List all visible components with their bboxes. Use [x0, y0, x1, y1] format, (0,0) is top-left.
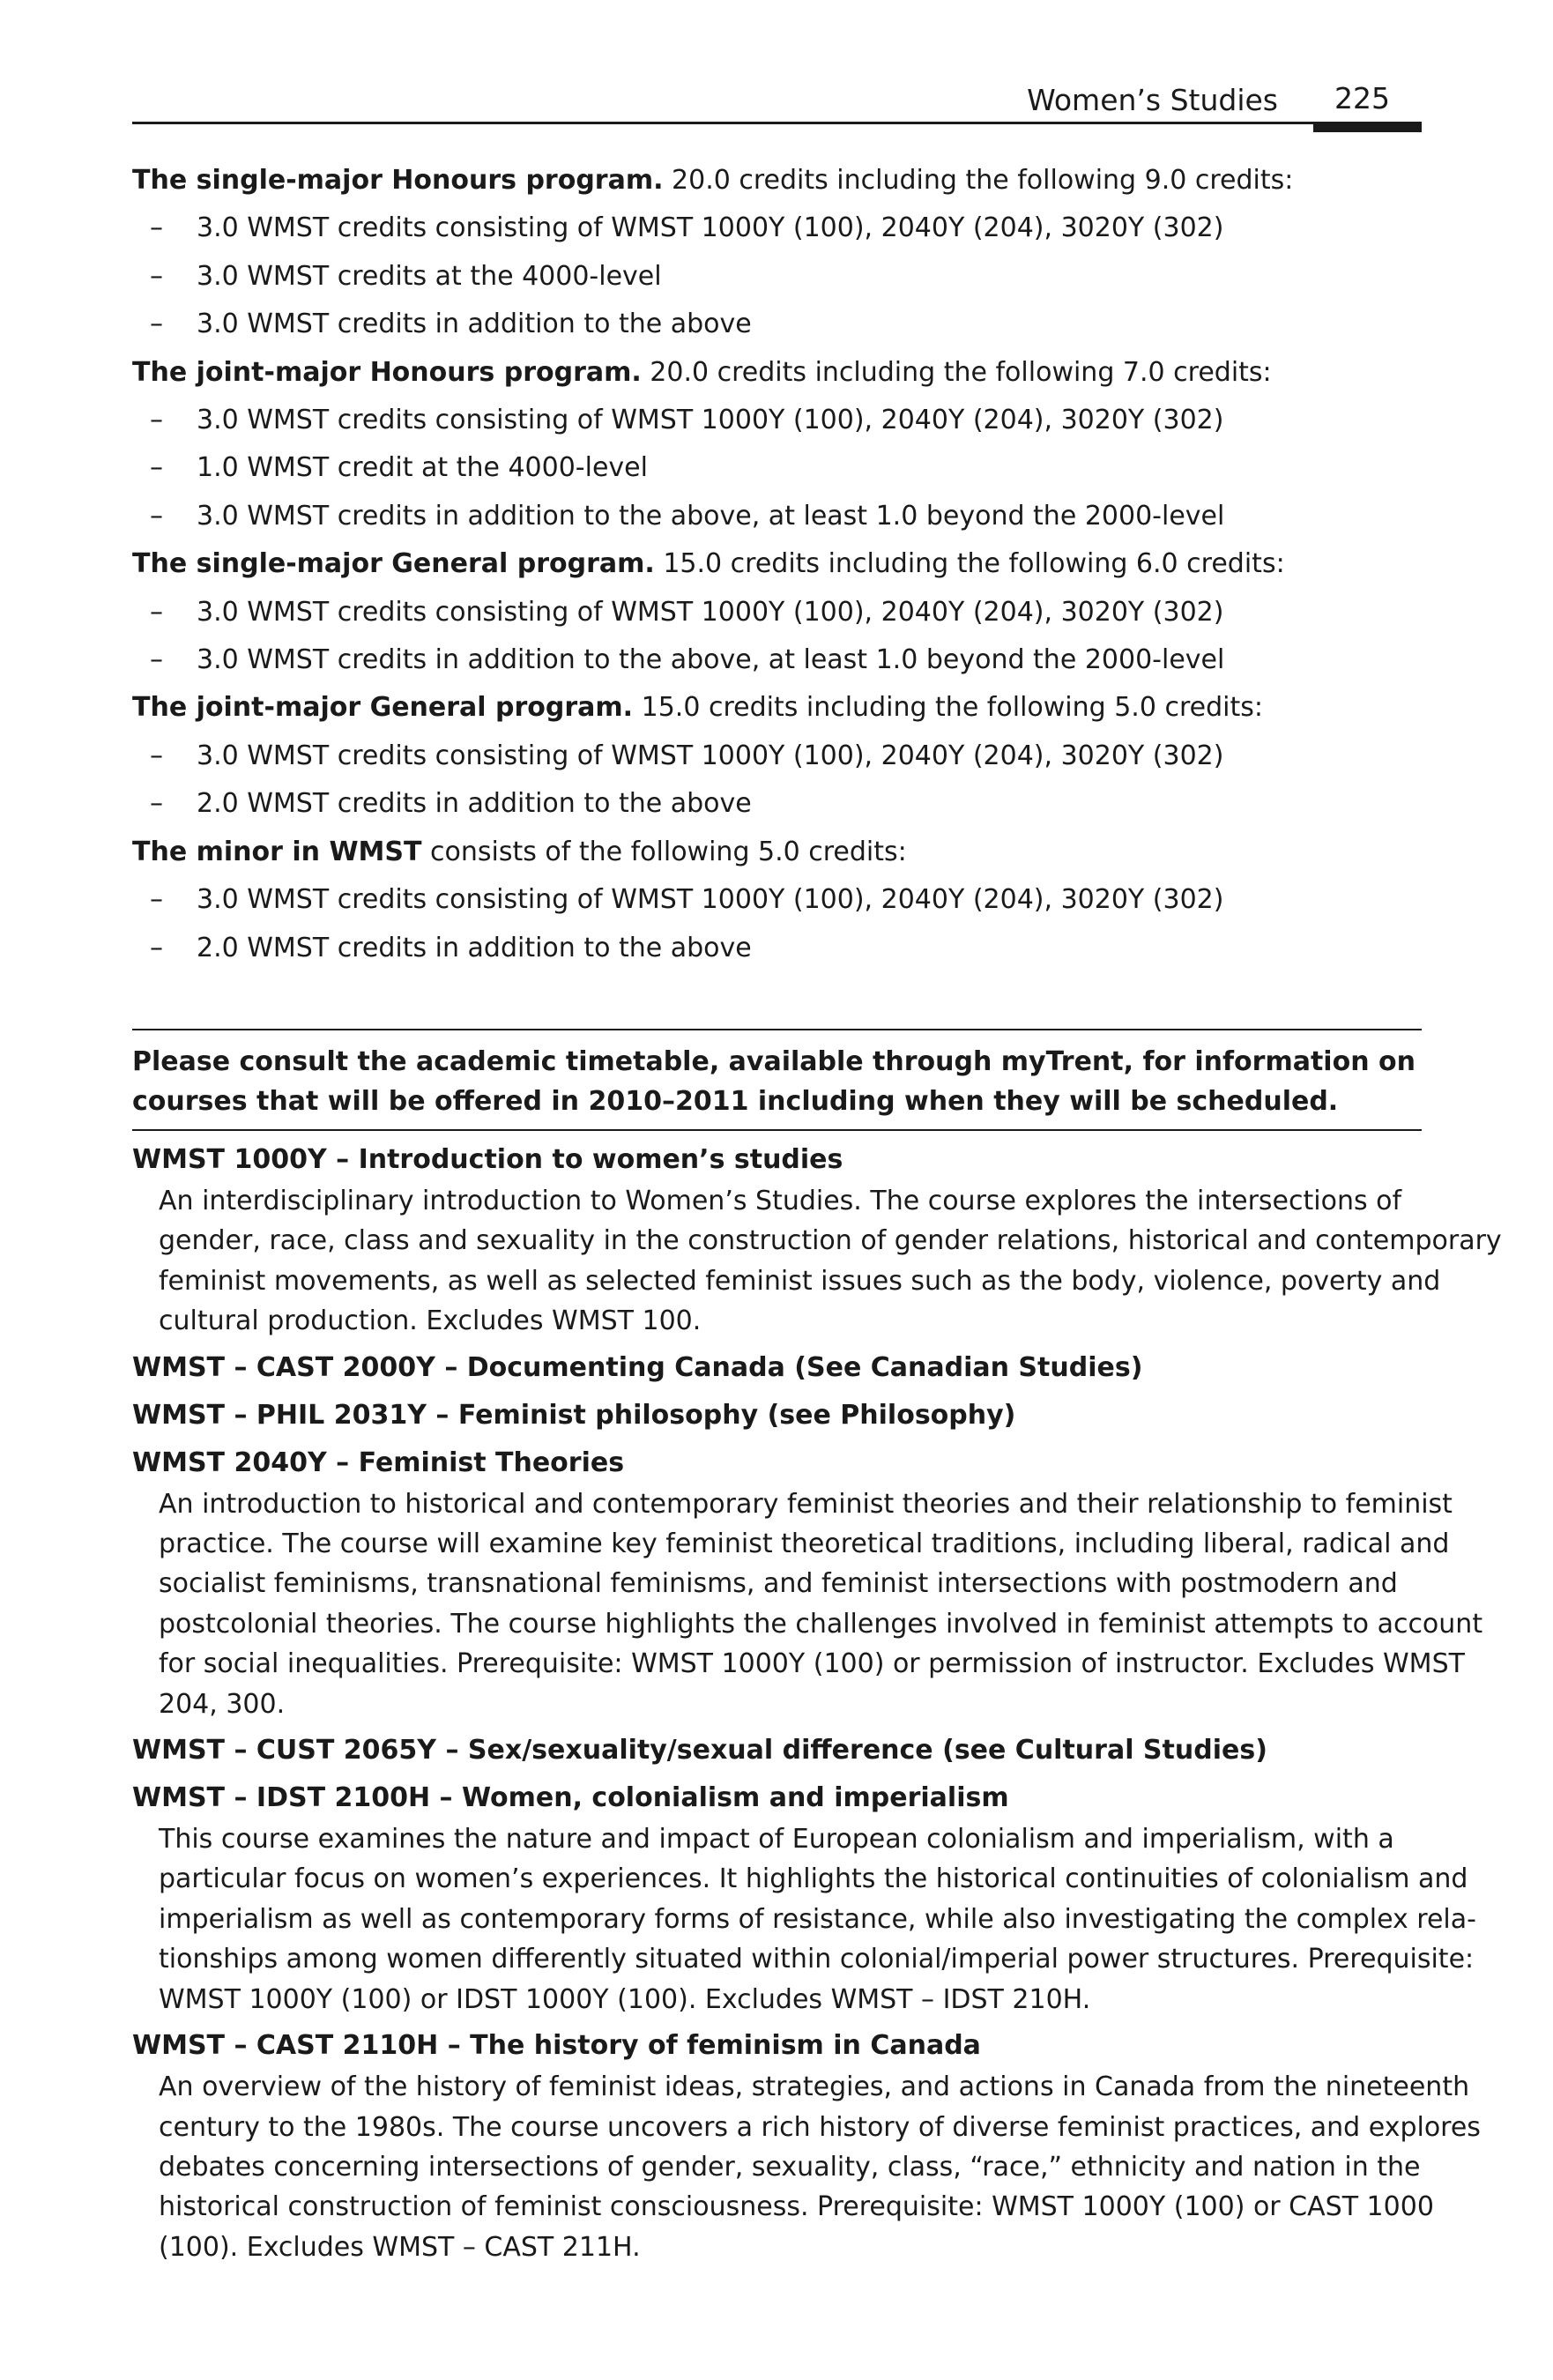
course-entry: [132, 1777, 1476, 2019]
description-line: particular focus on women’s experiences. It highlights the historical continuities of colonialism and: [159, 1863, 1468, 1895]
requirement-item: [132, 589, 1422, 636]
requirement-item: [132, 636, 1422, 684]
course-title: WMST 1000Y – Introduction to women’s studies: [132, 1144, 843, 1175]
timetable-notice: [132, 1029, 1422, 1131]
description-line: 204, 300.: [159, 1688, 286, 1720]
program-title: The joint-major General program.: [132, 692, 634, 724]
dash-marker: –: [150, 405, 163, 436]
notice-line: courses that will be offered in 2010–2011 including when they will be scheduled.: [132, 1086, 1339, 1117]
requirement-item: [132, 205, 1422, 252]
course-title: WMST – CUST 2065Y – Sex/sexuality/sexual difference (see Cultural Studies): [132, 1735, 1267, 1766]
requirement-item: [132, 444, 1422, 492]
program-heading: [132, 829, 1422, 876]
course-title: WMST – CAST 2110H – The history of feminism in Canada: [132, 2030, 981, 2062]
course-entry: [132, 1139, 1502, 1342]
requirement-text: 3.0 WMST credits in addition to the above, at least 1.0 beyond the 2000-level: [197, 500, 1225, 532]
program-summary: consists of the following 5.0 credits:: [421, 836, 907, 867]
header-tab-marker: [1313, 122, 1422, 132]
description-line: feminist movements, as well as selected feminist issues such as the body, violence, poverty and: [159, 1265, 1441, 1297]
requirement-list: [132, 205, 1422, 348]
requirement-text: 3.0 WMST credits consisting of WMST 1000Y (100), 2040Y (204), 3020Y (302): [197, 212, 1224, 244]
description-line: century to the 1980s. The course uncovers a rich history of diverse feminist practices, and explores: [159, 2111, 1481, 2143]
program-heading: [132, 157, 1422, 205]
running-header: [132, 78, 1422, 127]
description-line: An introduction to historical and contemporary feminist theories and their relationship to feminist: [159, 1488, 1453, 1520]
course-title: WMST – CAST 2000Y – Documenting Canada (See Canadian Studies): [132, 1351, 1143, 1383]
course-entry: [132, 2025, 1481, 2267]
dash-marker: –: [150, 212, 163, 244]
program-title: The joint-major Honours program.: [132, 356, 642, 388]
requirement-list: [132, 733, 1422, 829]
description-line: debates concerning intersections of gender, sexuality, class, “race,” ethnicity and nation in the: [159, 2151, 1421, 2183]
course-title: WMST 2040Y – Feminist Theories: [132, 1447, 625, 1478]
description-line: for social inequalities. Prerequisite: WMST 1000Y (100) or permission of instructor. Excludes WMST: [159, 1648, 1465, 1680]
program-summary: 15.0 credits including the following 6.0 credits:: [654, 548, 1285, 580]
requirement-item: [132, 733, 1422, 780]
description-line: historical construction of feminist consciousness. Prerequisite: WMST 1000Y (100) or CAST 1000: [159, 2191, 1434, 2223]
description-line: practice. The course will examine key feminist theoretical traditions, including liberal, radical and: [159, 1528, 1450, 1560]
requirement-list: [132, 397, 1422, 540]
description-line: WMST 1000Y (100) or IDST 1000Y (100). Excludes WMST – IDST 210H.: [159, 1983, 1091, 2015]
dash-marker: –: [150, 309, 163, 340]
requirement-item: [132, 493, 1422, 540]
description-line: tionships among women differently situated within colonial/imperial power structures. Prerequisite:: [159, 1944, 1475, 1975]
requirement-list: [132, 589, 1422, 685]
program-title-prefix: The minor in: [132, 836, 330, 867]
requirement-text: 2.0 WMST credits in addition to the above: [197, 788, 752, 820]
course-entry: [132, 1442, 1483, 1724]
requirement-item: [132, 253, 1422, 301]
program-heading: [132, 684, 1422, 732]
requirement-item: [132, 397, 1422, 444]
program-heading: [132, 540, 1422, 588]
description-line: postcolonial theories. The course highlights the challenges involved in feminist attempts to account: [159, 1608, 1483, 1640]
requirement-text: 3.0 WMST credits in addition to the above: [197, 309, 752, 340]
course-list: [132, 1139, 1502, 2272]
description-line: cultural production. Excludes WMST 100.: [159, 1305, 702, 1337]
requirement-item: [132, 876, 1422, 924]
program-title: The single-major Honours program.: [132, 165, 664, 196]
requirement-text: 1.0 WMST credit at the 4000-level: [197, 452, 648, 484]
course-description: [132, 1819, 1476, 2019]
program-title: The single-major General program.: [132, 548, 655, 580]
course-entry: [132, 1395, 1422, 1437]
dash-marker: –: [150, 260, 163, 292]
dash-marker: –: [150, 932, 163, 963]
dash-marker: –: [150, 596, 163, 628]
description-line: An interdisciplinary introduction to Women’s Studies. The course explores the intersections of: [159, 1186, 1402, 1216]
requirement-item: [132, 780, 1422, 828]
requirement-text: 2.0 WMST credits in addition to the above: [197, 932, 752, 963]
requirement-text: 3.0 WMST credits in addition to the above, at least 1.0 beyond the 2000-level: [197, 644, 1225, 676]
course-entry: [132, 1729, 1422, 1772]
course-description: [132, 1181, 1502, 1342]
requirement-list: [132, 876, 1422, 972]
program-summary: 20.0 credits including the following 7.0 credits:: [641, 356, 1272, 388]
dash-marker: –: [150, 452, 163, 484]
dash-marker: –: [150, 788, 163, 820]
section-name: Women’s Studies: [1027, 83, 1278, 117]
requirement-text: 3.0 WMST credits consisting of WMST 1000Y (100), 2040Y (204), 3020Y (302): [197, 405, 1224, 436]
description-line: (100). Excludes WMST – CAST 211H.: [159, 2231, 641, 2263]
program-summary: 15.0 credits including the following 5.0 credits:: [633, 692, 1263, 724]
dash-marker: –: [150, 644, 163, 676]
requirement-text: 3.0 WMST credits consisting of WMST 1000Y (100), 2040Y (204), 3020Y (302): [197, 740, 1224, 771]
dash-marker: –: [150, 884, 163, 916]
course-title: WMST – IDST 2100H – Women, colonialism and imperialism: [132, 1782, 1009, 1814]
page-number: 225: [1334, 81, 1390, 115]
document-page: [132, 0, 1502, 2380]
course-description: [132, 2067, 1481, 2267]
program-requirements: [132, 157, 1422, 972]
description-line: This course examines the nature and impact of European colonialism and imperialism, with a: [159, 1824, 1394, 1856]
requirement-item: [132, 301, 1422, 348]
dash-marker: –: [150, 740, 163, 771]
description-line: gender, race, class and sexuality in the construction of gender relations, historical and contemporary: [159, 1225, 1502, 1257]
description-line: socialist feminisms, transnational feminisms, and feminist intersections with postmodern and: [159, 1568, 1398, 1600]
course-description: [132, 1484, 1483, 1724]
header-rule: [132, 122, 1313, 124]
course-entry: [132, 1347, 1422, 1389]
requirement-item: [132, 925, 1422, 972]
course-title: WMST – PHIL 2031Y – Feminist philosophy (see Philosophy): [132, 1399, 1016, 1431]
requirement-text: 3.0 WMST credits consisting of WMST 1000Y (100), 2040Y (204), 3020Y (302): [197, 596, 1224, 628]
requirement-text: 3.0 WMST credits at the 4000-level: [197, 260, 662, 292]
notice-line: Please consult the academic timetable, available through myTrent, for information on: [132, 1046, 1416, 1077]
program-title: WMST: [329, 836, 422, 867]
description-line: imperialism as well as contemporary forms of resistance, while also investigating the complex rela-: [159, 1903, 1476, 1935]
dash-marker: –: [150, 500, 163, 532]
description-line: An overview of the history of feminist ideas, strategies, and actions in Canada from the nineteenth: [159, 2071, 1470, 2103]
requirement-text: 3.0 WMST credits consisting of WMST 1000Y (100), 2040Y (204), 3020Y (302): [197, 884, 1224, 916]
program-heading: [132, 349, 1422, 397]
program-summary: 20.0 credits including the following 9.0 credits:: [663, 165, 1294, 196]
